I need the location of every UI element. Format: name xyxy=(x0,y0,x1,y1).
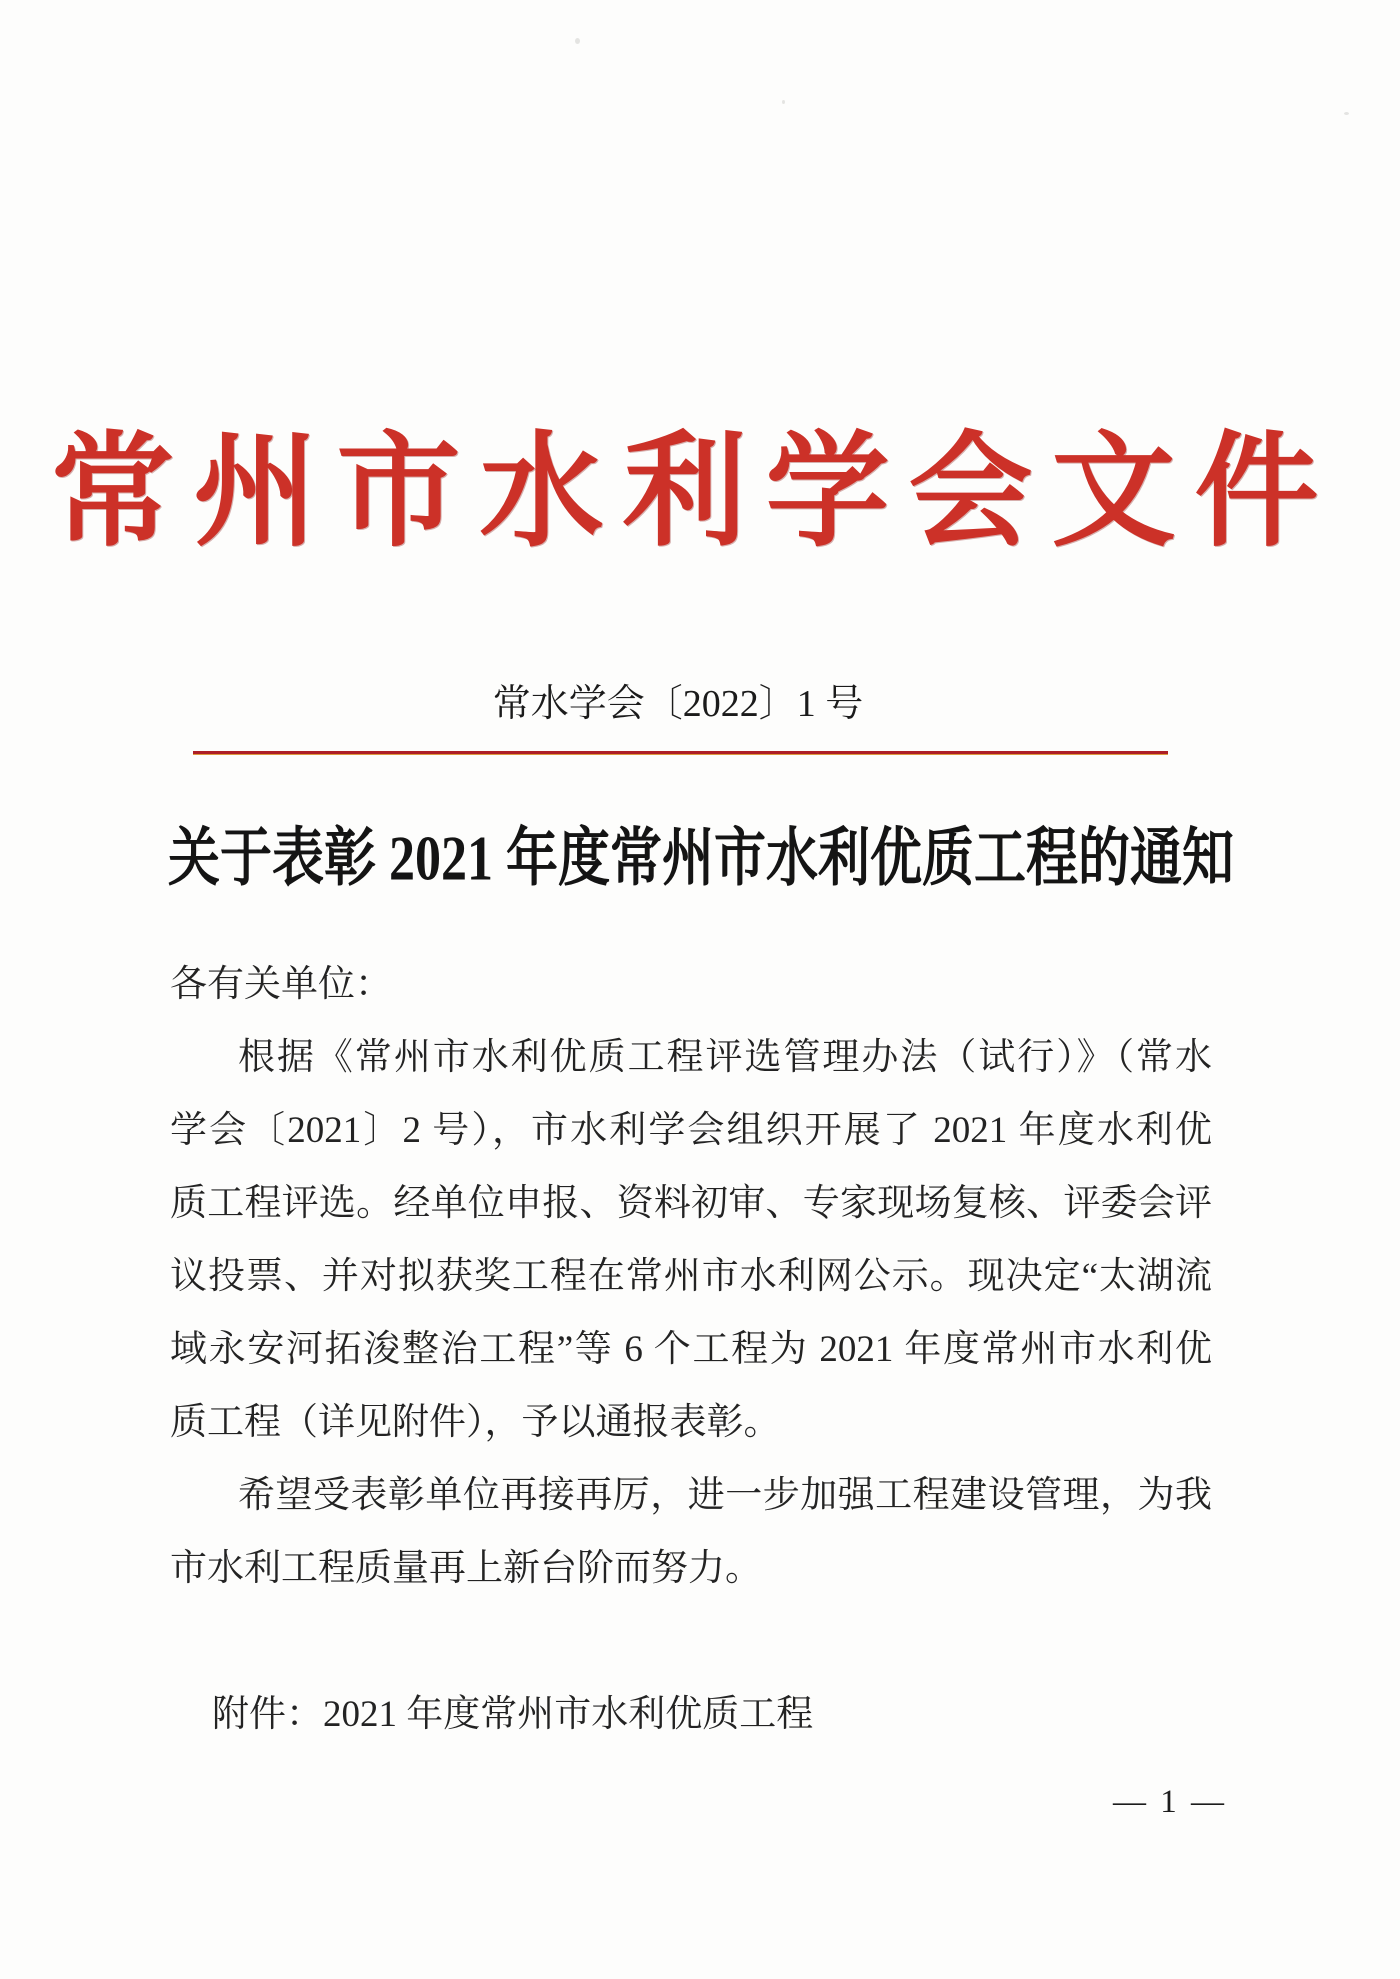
body-line: 质工程评选。经单位申报、资料初审、专家现场复核、评委会评 xyxy=(170,1183,1212,1224)
page-number: — 1 — xyxy=(1113,1784,1227,1820)
scan-speck xyxy=(575,38,580,44)
document-title: 关于表彰 2021 年度常州市水利优质工程的通知 xyxy=(167,824,1234,894)
scan-speck xyxy=(1344,112,1349,115)
body-line: 域永安河拓浚整治工程”等 6 个工程为 2021 年度常州市水利优 xyxy=(170,1329,1212,1370)
red-divider-line xyxy=(193,751,1168,755)
body-line: 学会〔2021〕2 号），市水利学会组织开展了 2021 年度水利优 xyxy=(170,1110,1212,1151)
body-line: 质工程（详见附件），予以通报表彰。 xyxy=(170,1402,781,1443)
doc-number: 常水学会〔2022〕1 号 xyxy=(492,683,864,725)
salutation-line: 各有关单位： xyxy=(170,964,392,1005)
letterhead-title: 常州市水利学会文件 xyxy=(50,424,1338,561)
body-line: 议投票、并对拟获奖工程在常州市水利网公示。现决定“太湖流 xyxy=(170,1256,1212,1297)
body-line: 根据《常州市水利优质工程评选管理办法（试行）》（常水 xyxy=(238,1037,1212,1078)
document-body xyxy=(170,948,1212,1751)
scan-speck xyxy=(782,100,785,104)
body-line: 市水利工程质量再上新台阶而努力。 xyxy=(170,1548,762,1589)
body-line: 希望受表彰单位再接再厉，进一步加强工程建设管理，为我 xyxy=(238,1475,1212,1516)
attachment-line: 附件：2021 年度常州市水利优质工程 xyxy=(212,1694,814,1735)
